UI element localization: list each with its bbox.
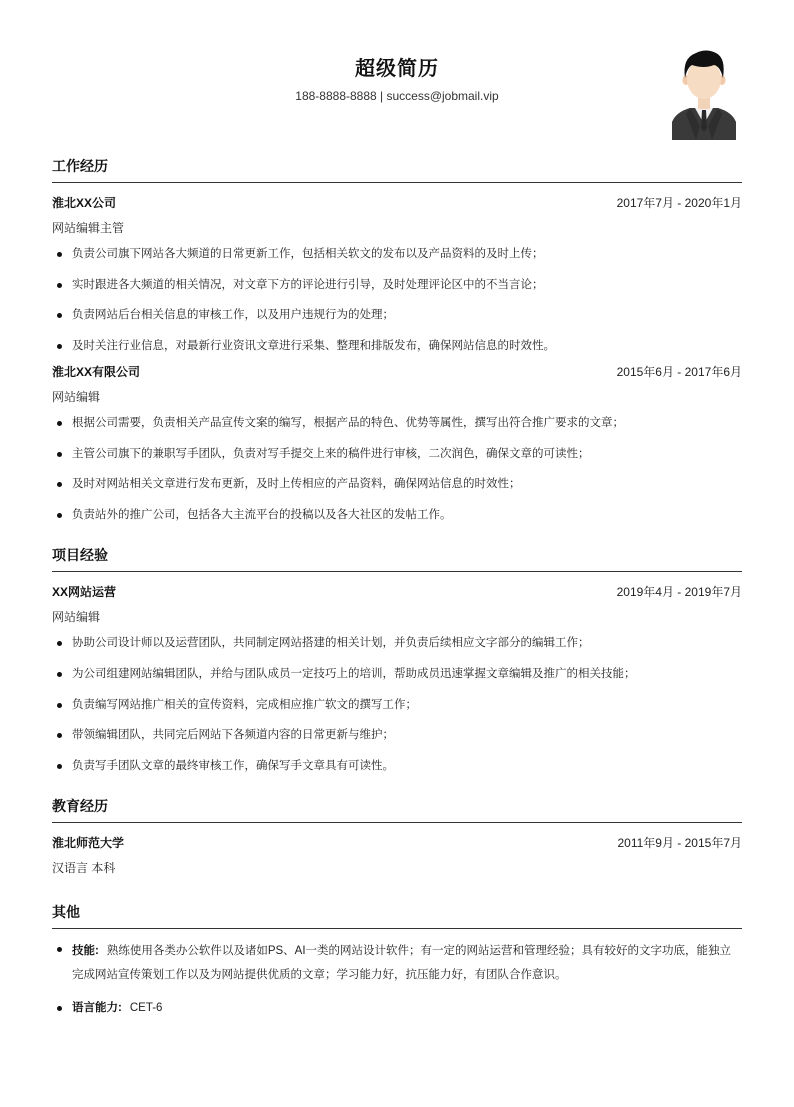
list-item: 实时跟进各大频道的相关情况，对文章下方的评论进行引导，及时处理评论区中的不当言论；: [52, 275, 742, 295]
work-entry: [52, 193, 742, 356]
other-section: [52, 904, 742, 1018]
list-item: 负责站外的推广公司，包括各大主流平台的投稿以及各大社区的发帖工作。: [52, 505, 742, 525]
company-name: 淮北XX公司: [52, 196, 117, 210]
resume-page: [52, 0, 742, 1028]
list-item: 负责编写网站推广相关的宣传资料，完成相应推广软文的撰写工作；: [52, 695, 742, 715]
list-item: 负责网站后台相关信息的审核工作，以及用户违规行为的处理；: [52, 305, 742, 325]
list-item: 负责公司旗下网站各大频道的日常更新工作，包括相关软文的发布以及产品资料的及时上传；: [52, 244, 742, 264]
contact-info: 188-8888-8888 | success@jobmail.vip: [295, 89, 499, 103]
date-range: 2017年7月 - 2020年1月: [616, 196, 742, 210]
job-title: 网站编辑主管: [52, 221, 125, 235]
list-item: 负责写手团队文章的最终审核工作，确保写手文章具有可读性。: [52, 756, 742, 776]
candidate-name: 超级简历: [355, 58, 439, 80]
date-range: 2011年9月 - 2015年7月: [617, 835, 742, 850]
work-experience-section: [52, 158, 742, 525]
list-item: 主管公司旗下的兼职写手团队，负责对写手提交上来的稿件进行审核，二次润色，确保文章的可读性；: [52, 444, 742, 464]
other-list: [52, 939, 742, 1018]
project-duty-list: [52, 633, 742, 776]
work-entry: [52, 362, 742, 525]
list-item: 及时对网站相关文章进行发布更新，及时上传相应的产品资料，确保网站信息的时效性；: [52, 474, 742, 494]
date-range: 2019年4月 - 2019年7月: [616, 585, 742, 600]
language-text: CET-6: [129, 1001, 163, 1014]
other-title: 其他: [52, 904, 742, 929]
list-item: 为公司组建网站编辑团队，并给与团队成员一定技巧上的培训，帮助成员迅速掌握文章编辑及推广的相关技能；: [52, 664, 742, 684]
date-range: 2015年6月 - 2017年6月: [616, 365, 742, 380]
education-title: 教育经历: [52, 798, 742, 823]
duty-list: [52, 413, 742, 525]
avatar-photo: [670, 48, 738, 140]
school-name: 淮北师范大学: [52, 835, 125, 850]
list-item: 协助公司设计师以及运营团队，共同制定网站搭建的相关计划，并负责后续相应文字部分的编辑工作；: [52, 633, 742, 653]
work-experience-title: 工作经历: [52, 158, 742, 183]
list-item: 及时关注行业信息，对最新行业资讯文章进行采集、整理和排版发布，确保网站信息的时效性。: [52, 336, 742, 356]
project-title: 项目经验: [52, 547, 742, 572]
skills-item: [52, 939, 742, 987]
project-name: XX网站运营: [52, 585, 117, 600]
major-degree: 汉语言 本科: [52, 860, 116, 875]
language-label: 语言能力:: [72, 1001, 122, 1014]
job-title: 网站编辑: [52, 390, 101, 405]
education-section: [52, 798, 742, 878]
project-role: 网站编辑: [52, 610, 101, 625]
skills-label: 技能:: [72, 944, 99, 957]
duty-list: [52, 244, 742, 356]
list-item: 带领编辑团队，共同完后网站下各频道内容的日常更新与维护；: [52, 725, 742, 745]
project-entry: [52, 582, 742, 776]
language-item: [52, 998, 742, 1018]
list-item: 根据公司需要，负责相关产品宣传文案的编写，根据产品的特色、优势等属性，撰写出符合推广要求的文章；: [52, 413, 742, 433]
project-section: [52, 547, 742, 776]
skills-text: 熟练使用各类办公软件以及诸如PS、AI一类的网站设计软件；有一定的网站运营和管理经验；具有较好的文字功底，能独立完成网站宣传策划工作以及为网站提供优质的文章；学习能力好，抗压能力好，有团队合作意识。: [72, 944, 732, 981]
company-name: 淮北XX有限公司: [52, 365, 141, 380]
resume-header: [52, 0, 742, 150]
